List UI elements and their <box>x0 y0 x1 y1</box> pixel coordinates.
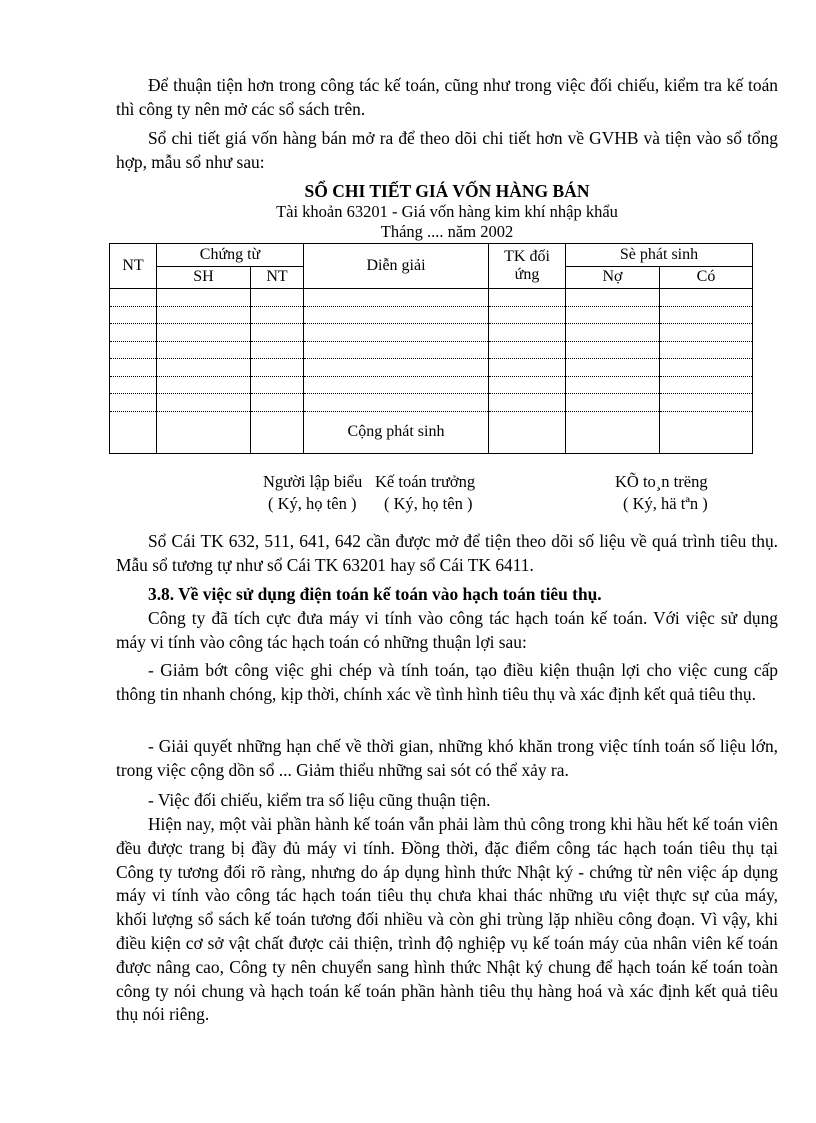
header-voucher-nt: NT <box>251 266 304 289</box>
bullet-reduce-work: - Giảm bớt công việc ghi chép và tính toán, tạo điều kiện thuận lợi cho việc cung cấp thông tin nhanh chóng, kịp thời, chính xác về tình hình tiêu thụ và xác định kết quả tiêu thụ. <box>116 660 778 704</box>
table-row <box>110 324 753 342</box>
header-contra-line2: ứng <box>514 266 540 284</box>
paragraph-computer-use: Công ty đã tích cực đưa máy vi tính vào công tác hạch toán kế toán. Với việc sử dụng máy vi tính vào công tác hạch toán có những thuận lợi sau: <box>116 608 778 652</box>
form-title: SỔ CHI TIẾT GIÁ VỐN HÀNG BÁN <box>304 181 590 201</box>
form-account: Tài khoản 63201 - Giá vốn hàng kim khí nhập khẩu <box>276 202 618 221</box>
intro-paragraph-1: Để thuận tiện hơn trong công tác kế toán, cũng như trong việc đối chiếu, kiểm tra kế toán thì công ty nên mở các sổ sách trên. <box>116 75 778 119</box>
header-nt: NT <box>110 244 157 289</box>
table-row <box>110 289 753 307</box>
header-sh: SH <box>157 266 251 289</box>
table-row <box>110 306 753 324</box>
header-debit: Nợ <box>566 266 660 289</box>
bullet-time-limits: - Giải quyết những hạn chế về thời gian, những khó khăn trong việc tính toán số liệu lớn, trong việc cộng dồn sổ ... Giảm thiểu những sai sót có thể xảy ra. <box>116 736 778 780</box>
table-row <box>110 341 753 359</box>
signature-director: KÕ to¸n trëng <box>615 472 708 491</box>
table-total-row <box>110 411 753 453</box>
signature-preparer: Người lập biểu <box>263 472 363 491</box>
paragraph-current-status: Hiện nay, một vài phần hành kế toán vẫn phải làm thủ công trong khi hầu hết kế toán viên đều được trang bị đầy đủ máy vi tính. Đồng thời, đặc điểm công tác hạch toán tiêu thụ tại Công ty tương đối rõ ràng, nhưng do áp dụng hình thức Nhật ký - chứng từ nên việc áp dụng máy vi tính vào công tác hạch toán tiêu thụ chưa khai thác những ưu việt thực sự của máy, khối lượng sổ sách kế toán tương đối nhiều và còn ghi trùng lặp nhiều công đoạn. Vì vậy, khi điều kiện cơ sở vật chất được cải thiện, trình độ nghiệp vụ kế toán máy của nhân viên kế toán được nâng cao, Công ty nên chuyển sang hình thức Nhật ký chung để hạch toán kế toán toàn công ty nói chung và hạch toán kế toán phần hành tiêu thụ hàng hoá và xác định kết quả tiêu thụ nói riêng. <box>116 814 778 1025</box>
paragraph-ledger-accounts: Sổ Cái TK 632, 511, 641, 642 cần được mở để tiện theo dõi số liệu về quá trình tiêu thụ. Mẫu sổ tương tự như sổ Cái TK 63201 hay sổ Cái TK 6411. <box>116 531 778 575</box>
signature-director-note: ( Ký, hä tªn ) <box>623 494 708 513</box>
header-contra-account <box>489 244 566 289</box>
table-row <box>110 359 753 377</box>
signature-chief-accountant: Kế toán trưởng <box>375 472 476 491</box>
signature-chief-note: ( Ký, họ tên ) <box>384 494 473 513</box>
intro-paragraph-2: Sổ chi tiết giá vốn hàng bán mở ra để theo dõi chi tiết hơn về GVHB và tiện vào sổ tổng hợp, mẫu sổ như sau: <box>116 128 778 172</box>
header-credit: Có <box>660 266 753 289</box>
table-row <box>110 376 753 394</box>
signature-preparer-note: ( Ký, họ tên ) <box>268 494 357 513</box>
header-voucher: Chứng từ <box>157 244 304 267</box>
ledger-table <box>109 243 753 454</box>
form-period: Tháng .... năm 2002 <box>380 222 514 241</box>
section-heading: 3.8. Về việc sử dụng điện toán kế toán vào hạch toán tiêu thụ. <box>148 584 602 604</box>
total-label: Cộng phát sinh <box>304 411 489 453</box>
table-row <box>110 394 753 412</box>
header-amount: Sè phát sinh <box>566 244 753 267</box>
header-contra-line1: TK đối <box>504 248 550 266</box>
header-description: Diễn giải <box>304 244 489 289</box>
bullet-verification: - Việc đối chiếu, kiểm tra số liệu cũng thuận tiện. <box>148 790 491 810</box>
